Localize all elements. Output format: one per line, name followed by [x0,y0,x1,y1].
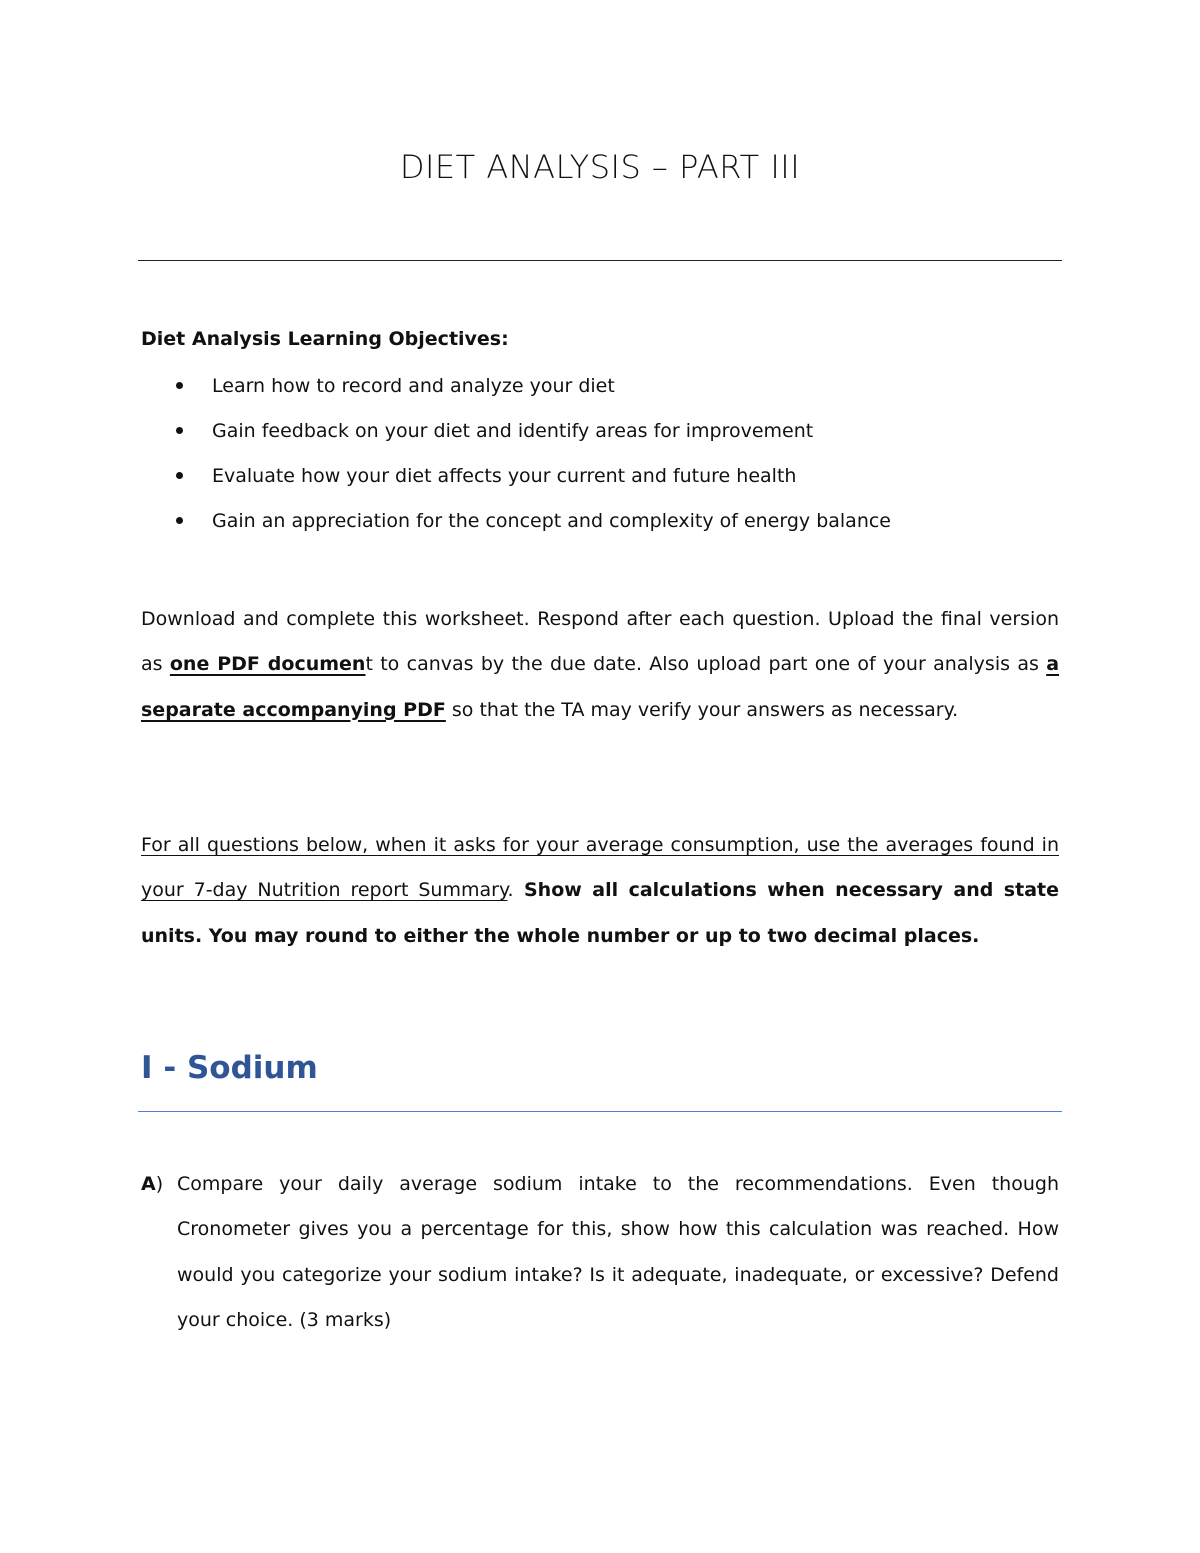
pdf-requirement-emphasis: one PDF documen [169,653,366,676]
note-period: . [507,879,514,902]
objective-text: Gain feedback on your diet and identify areas for improvement [212,420,814,442]
objectives-list [141,371,1061,551]
question-paren: ) [155,1173,164,1195]
objective-item [141,371,1061,416]
title-divider [138,260,1062,261]
page-title: DIET ANALYSIS – PART III [399,148,801,186]
objective-item [141,506,1061,551]
bullet-icon [176,472,183,479]
objective-item [141,416,1061,461]
objective-text: Learn how to record and analyze your diet [212,375,615,397]
question-label [141,1162,163,1207]
objective-text: Evaluate how your diet affects your current and future health [212,465,797,487]
section-heading-sodium: I - Sodium [141,1050,318,1086]
question-a [141,1162,1059,1343]
question-letter: A [141,1173,156,1195]
objective-item [141,461,1061,506]
calculation-instructions: Show all calculations when necessary and state units. You may round to either the whole number or up to two decimal places. [141,879,1059,947]
instructions-paragraph [141,597,1059,733]
averages-note: For all questions below, when it asks for your average consumption, use the averages found in your 7-day Nutrition report Summary [141,834,1059,902]
question-text: Compare your daily average sodium intake to the recommendations. Even though Cronometer gives you a percentage for this, show how this calculation was reached. How would you categorize your sodium intake? Is it adequate, inadequate, or excessive? Defend your choice. (3 marks) [177,1173,1059,1331]
bullet-icon [176,382,183,389]
instructions-text: so that the TA may verify your answers as necessary. [445,698,959,721]
bullet-icon [176,517,183,524]
bullet-icon [176,427,183,434]
instructions-text: t to canvas by the due date. Also upload part one of your analysis as [365,653,1047,676]
separate-pdf-emphasis: a separate accompanying PDF [141,653,1060,721]
objective-text: Gain an appreciation for the concept and complexity of energy balance [212,510,891,532]
calculation-note [141,823,1059,959]
instructions-text: Download and complete this worksheet. Respond after each question. Upload the final version as [141,608,1059,676]
section-divider [138,1111,1062,1112]
objectives-heading: Diet Analysis Learning Objectives: [141,328,509,350]
